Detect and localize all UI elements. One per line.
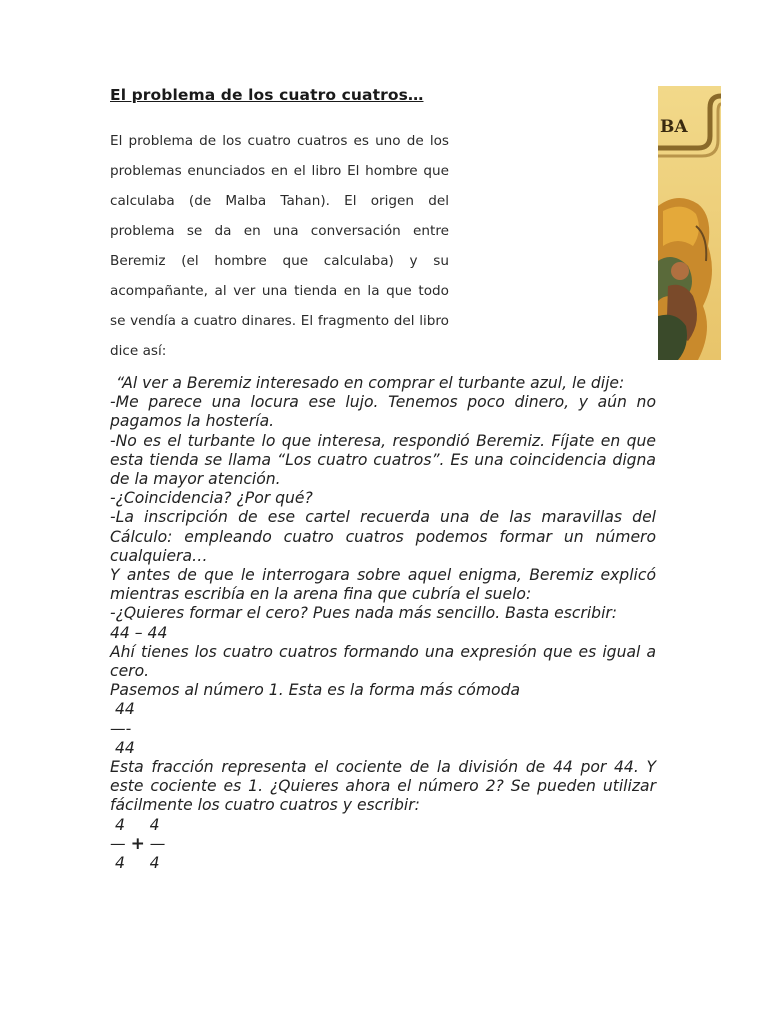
quote-paragraph: Ahí tienes los cuatro cuatros formando una expresión que es igual a cero. [110,642,656,681]
plus-sign: + [130,833,145,854]
quote-paragraph: -La inscripción de ese cartel recuerda una de las maravillas del Cálculo: empleando cuatro cuatros podemos formar un número cualquiera… [110,508,656,565]
quote-paragraph: -No es el turbante lo que interesa, respondió Beremiz. Fíjate en que esta tienda se llama “Los cuatro cuatros”. Es una coincidencia digna de la mayor atención. [110,431,656,489]
fraction-bar-left: — [110,834,126,853]
book-cover-image [658,86,721,360]
fraction-two-bars [110,835,656,854]
expression-zero: 44 – 44 [110,623,168,642]
book-quote [110,374,656,873]
fraction-one-numerator: 44 [110,700,135,719]
quote-paragraph: -Me parece una locura ese lujo. Tenemos poco dinero, y aún no pagamos la hostería. [110,393,656,431]
quote-paragraph: Esta fracción representa el cociente de la división de 44 por 44. Y este cociente es 1. ¿Quieres ahora el número 2? Se pueden utilizar fácilmente los cuatro cuatros y escribir: [110,758,656,815]
fraction-bar-right: — [149,834,166,853]
fraction-one-bar: —- [110,719,132,738]
book-cover-text: BA [660,117,688,137]
quote-paragraph: Y antes de que le interrogara sobre aquel enigma, Beremiz explicó mientras escribía en la arena fina que cubría el suelo: [110,566,656,604]
quote-paragraph: -¿Quieres formar el cero? Pues nada más sencillo. Basta escribir: [110,604,618,623]
quote-paragraph: -¿Coincidencia? ¿Por qué? [110,489,313,508]
intro-paragraph: El problema de los cuatro cuatros es uno de los problemas enunciados en el libro El hombre que calculaba (de Malba Tahan). El origen del problema se da en una conversación entre Beremiz (el hombre que calculaba) y su acompañante, al ver una tienda en la que todo se vendía a cuatro dinares. El fragmento del libro dice así: [110,133,449,359]
quote-paragraph: “Al ver a Beremiz interesado en comprar el turbante azul, le dije: [116,374,625,392]
quote-paragraph: Pasemos al número 1. Esta es la forma más cómoda [110,681,521,700]
fraction-two-denominators: 4 4 [110,854,160,873]
fraction-one-denominator: 44 [110,738,135,757]
fraction-two-numerators: 4 4 [110,815,160,834]
page-title: El problema de los cuatro cuatros… [110,86,424,104]
